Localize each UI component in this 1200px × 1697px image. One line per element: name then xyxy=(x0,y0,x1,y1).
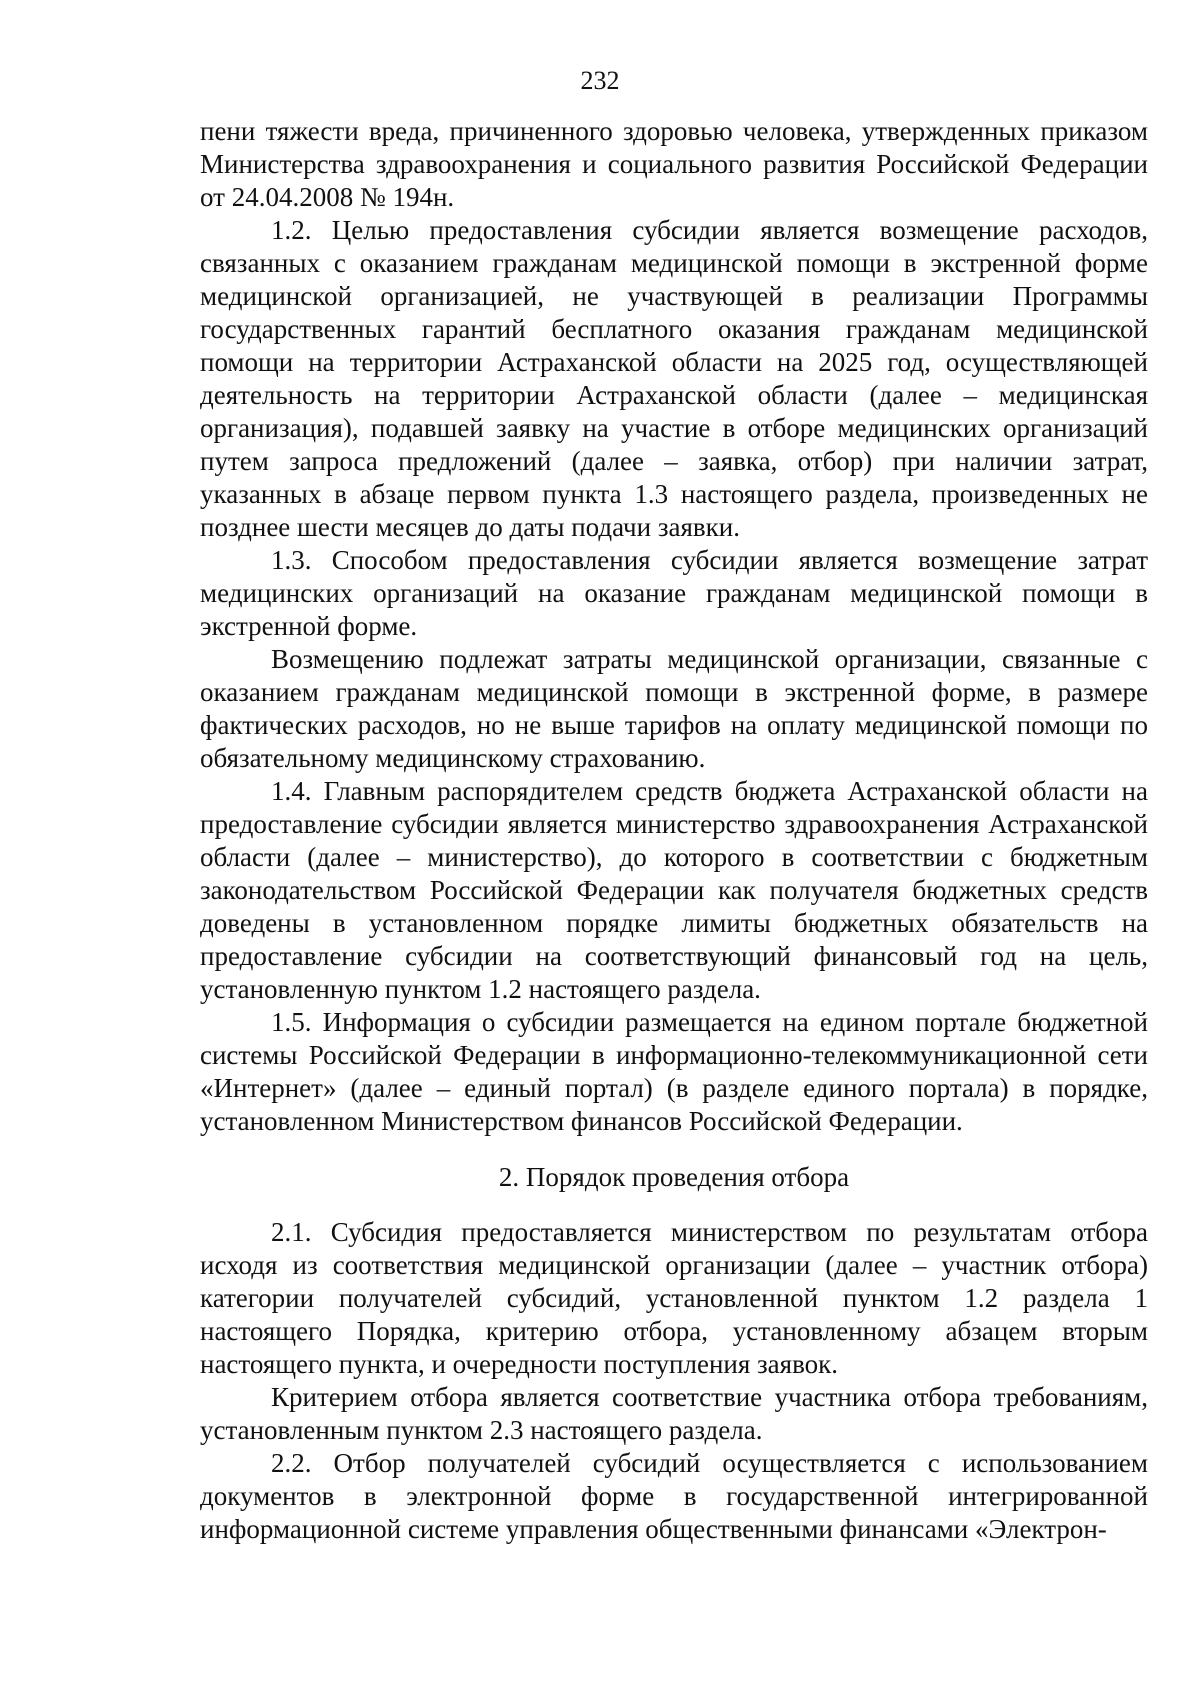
paragraph-2-2: 2.2. Отбор получателей субсидий осуществляется с использованием документов в электронной форме в государственной интегрированной информационной системе управления общественными финансами «Электрон- xyxy=(200,1448,1148,1544)
page-number: 232 xyxy=(580,66,620,95)
paragraph-continuation: пени тяжести вреда, причиненного здоровью человека, утвержденных приказом Министерства здравоохранения и социального развития Российской Федерации от 24.04.2008 № 194н. xyxy=(200,116,1148,212)
paragraph-1-2: 1.2. Целью предоставления субсидии является возмещение расходов, связанных с оказанием гражданам медицинской помощи в экстренной форме медицинской организацией, не участвующей в реализации Программы государственных гарантий бесплатного оказания гражданам медицинской помощи на территории Астраханской области на 2025 год, осуществляющей деятельность на территории Астраханской области (далее – медицинская организация), подавшей заявку на участие в отборе медицинских организаций путем запроса предложений (далее – заявка, отбор) при наличии затрат, указанных в абзаце первом пункта 1.3 настоящего раздела, произведенных не позднее шести месяцев до даты подачи заявки. xyxy=(200,215,1148,542)
paragraph-1-3-reimbursement: Возмещению подлежат затраты медицинской организации, связанные с оказанием гражданам медицинской помощи в экстренной форме, в размере фактических расходов, но не выше тарифов на оплату медицинской помощи по обязательному медицинскому страхованию. xyxy=(200,644,1148,773)
paragraph-1-5: 1.5. Информация о субсидии размещается на едином портале бюджетной системы Российской Федерации в информационно-телекоммуникационной сети «Интернет» (далее – единый портал) (в разделе единого портала) в порядке, установленном Министерством финансов Российской Федерации. xyxy=(200,1007,1148,1136)
document-body xyxy=(200,115,1148,1546)
paragraph-1-4: 1.4. Главным распорядителем средств бюджета Астраханской области на предоставление субсидии является министерство здравоохранения Астраханской области (далее – министерство), до которого в соответствии с бюджетным законодательством Российской Федерации как получателя бюджетных средств доведены в установленном порядке лимиты бюджетных обязательств на предоставление субсидии на соответствующий финансовый год на цель, установленную пунктом 1.2 настоящего раздела. xyxy=(200,776,1148,1004)
section-heading: 2. Порядок проведения отбора xyxy=(498,1162,850,1192)
paragraph-1-3: 1.3. Способом предоставления субсидии является возмещение затрат медицинских организаций на оказание гражданам медицинской помощи в экстренной форме. xyxy=(200,545,1148,641)
paragraph-2-1-criterion: Критерием отбора является соответствие участника отбора требованиям, установленным пунктом 2.3 настоящего раздела. xyxy=(200,1382,1148,1445)
paragraph-2-1: 2.1. Субсидия предоставляется министерством по результатам отбора исходя из соответствия медицинской организации (далее – участник отбора) категории получателей субсидий, установленной пунктом 1.2 раздела 1 настоящего Порядка, критерию отбора, установленному абзацем вторым настоящего пункта, и очередности поступления заявок. xyxy=(200,1217,1148,1379)
